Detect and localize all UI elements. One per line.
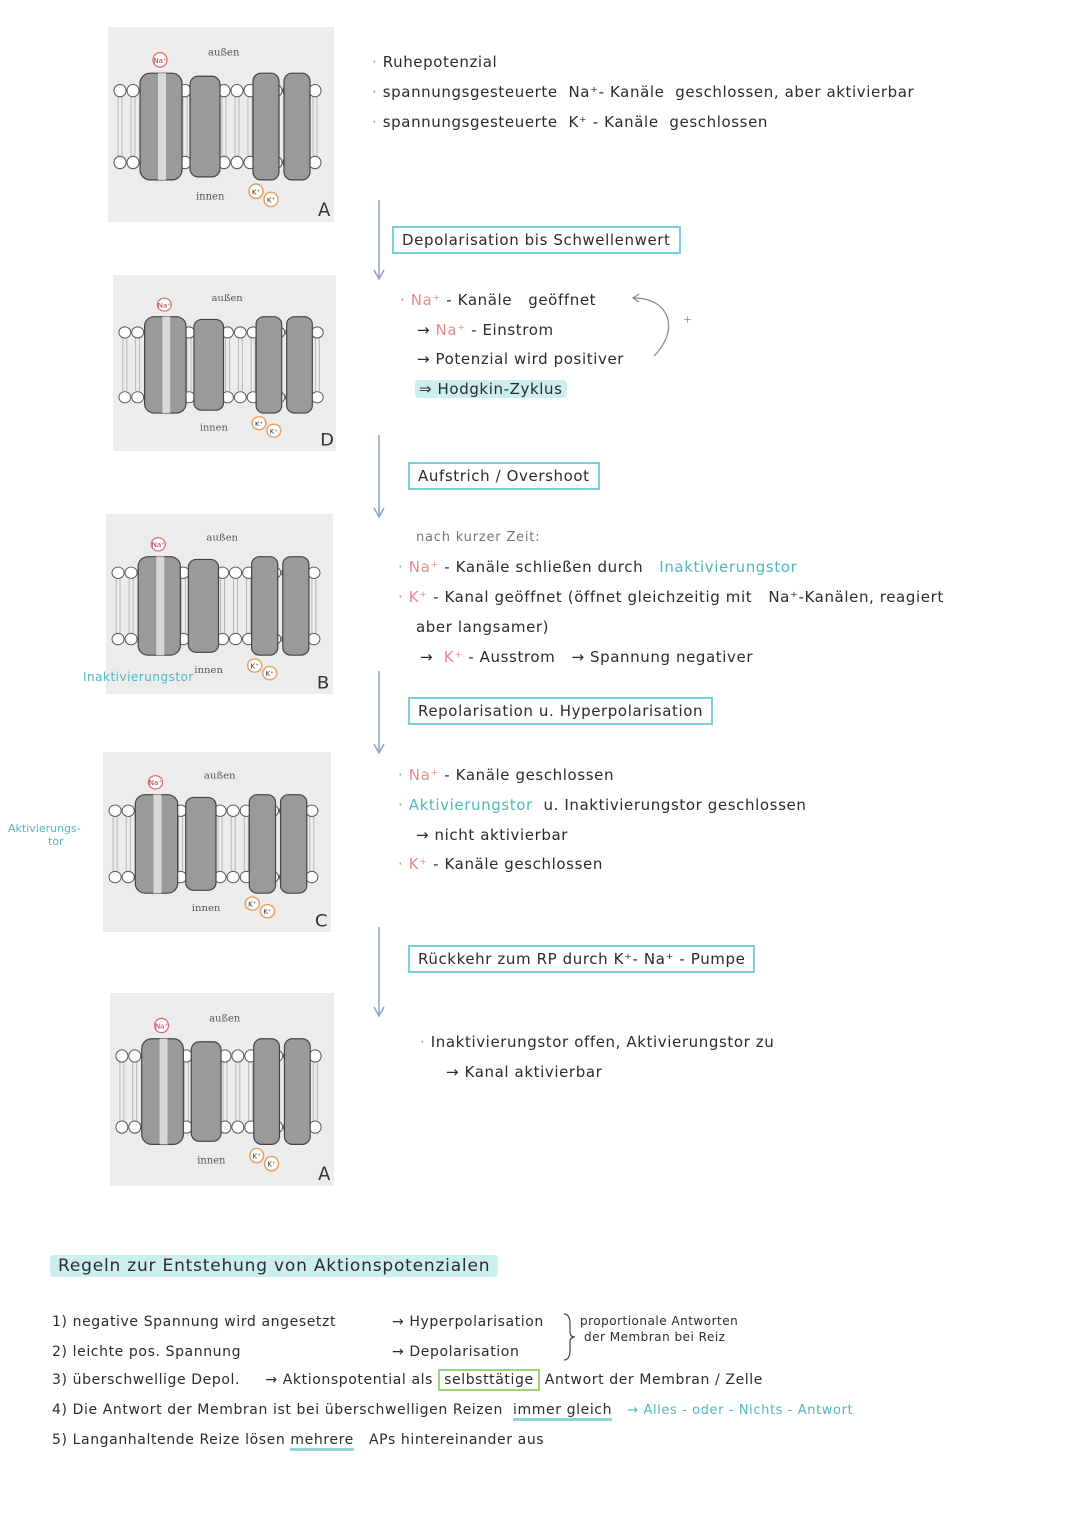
- s5-line2: → Kanal aktivierbar: [446, 1063, 603, 1081]
- inactivation-gate-label: Inaktivierungstor: [83, 670, 194, 684]
- membrane-panel-b: [106, 514, 333, 694]
- rule-1a: 1) negative Spannung wird angesetzt: [52, 1314, 337, 1330]
- s3-line2: · K⁺ - Kanal geöffnet (öffnet gleichzeitig mit Na⁺-Kanälen, reagiert: [398, 588, 944, 606]
- membrane-panel-c: [103, 752, 331, 932]
- svg-text:K⁺: K⁺: [269, 427, 278, 436]
- s3-line0: nach kurzer Zeit:: [416, 530, 541, 545]
- svg-text:K⁺: K⁺: [250, 662, 259, 671]
- flow-arrow-3: [372, 671, 386, 756]
- feedback-plus: +: [683, 313, 693, 326]
- svg-text:innen: innen: [196, 191, 225, 203]
- s4-line3: → nicht aktivierbar: [416, 826, 569, 844]
- rule-3: 3) überschwellige Depol. → Aktionspotential als selbsttätige Antwort der Membran / Zelle: [52, 1372, 763, 1388]
- svg-text:außen: außen: [211, 293, 243, 304]
- rule-4: 4) Die Antwort der Membran ist bei überschwelligen Reizen immer gleich → Alles - oder - Nichts - Antwort: [52, 1402, 853, 1418]
- svg-text:K⁺: K⁺: [266, 195, 276, 205]
- svg-text:Na⁺: Na⁺: [157, 301, 171, 310]
- svg-text:D: D: [320, 430, 334, 451]
- svg-text:K⁺: K⁺: [254, 420, 264, 428]
- svg-text:außen: außen: [203, 770, 236, 782]
- svg-text:C: C: [314, 911, 328, 932]
- s3-line3: aber langsamer): [416, 618, 550, 636]
- feedback-loop: [630, 290, 680, 362]
- svg-text:K⁺: K⁺: [265, 670, 274, 678]
- box-return-rp: Rückkehr zum RP durch K⁺- Na⁺ - Pumpe: [408, 945, 755, 973]
- svg-text:außen: außen: [208, 47, 240, 59]
- svg-text:K⁺: K⁺: [251, 187, 261, 197]
- brace-text-1: proportionale Antworten: [580, 1314, 739, 1328]
- rules-title: Regeln zur Entstehung von Aktionspotenzialen: [50, 1256, 498, 1276]
- activation-gate-label-1: Aktivierungs-: [8, 822, 81, 835]
- svg-text:B: B: [316, 673, 330, 694]
- rule-2a: 2) leichte pos. Spannung: [52, 1344, 242, 1360]
- svg-text:innen: innen: [191, 903, 221, 915]
- s3-line4: → K⁺ - Ausstrom → Spannung negativer: [420, 648, 754, 666]
- svg-text:A: A: [318, 199, 331, 221]
- s1-line2: · spannungsgesteuerte Na⁺- Kanäle geschlossen, aber aktivierbar: [372, 83, 915, 101]
- svg-text:K⁺: K⁺: [263, 908, 272, 916]
- box-repolarisation: Repolarisation u. Hyperpolarisation: [408, 697, 713, 725]
- membrane-panel-d: [113, 275, 336, 451]
- s5-line1: · Inaktivierungstor offen, Aktivierungstor zu: [420, 1033, 775, 1051]
- svg-text:Na⁺: Na⁺: [154, 1021, 169, 1031]
- s4-line2: · Aktivierungstor u. Inaktivierungstor geschlossen: [398, 796, 807, 814]
- svg-text:K⁺: K⁺: [248, 900, 257, 909]
- svg-text:A: A: [318, 1163, 331, 1185]
- flow-arrow-2: [372, 435, 386, 520]
- s1-line1: · Ruhepotenzial: [372, 53, 498, 71]
- rules-brace: [562, 1312, 576, 1362]
- svg-text:Na⁺: Na⁺: [151, 541, 165, 550]
- membrane-diagram: [106, 514, 333, 694]
- svg-text:außen: außen: [206, 532, 238, 544]
- s1-line3: · spannungsgesteuerte K⁺ - Kanäle geschlossen: [372, 113, 769, 131]
- s3-line1: · Na⁺ - Kanäle schließen durch Inaktivierungstor: [398, 558, 798, 576]
- svg-text:K⁺: K⁺: [267, 1159, 276, 1169]
- brace-text-2: der Membran bei Reiz: [584, 1330, 726, 1344]
- membrane-panel-a2: [110, 993, 334, 1186]
- svg-text:Na⁺: Na⁺: [148, 779, 163, 788]
- membrane-diagram: [113, 275, 336, 451]
- flow-arrow-1: [372, 200, 386, 282]
- s2-line3: → Potenzial wird positiver: [417, 350, 625, 368]
- membrane-diagram: [110, 993, 334, 1186]
- svg-text:innen: innen: [199, 422, 228, 434]
- activation-gate-label-2: tor: [48, 835, 64, 848]
- membrane-panel-a1: [108, 27, 334, 222]
- box-overshoot: Aufstrich / Overshoot: [408, 462, 600, 490]
- s2-line1: · Na⁺ - Kanäle geöffnet: [400, 291, 597, 309]
- rule-2b: → Depolarisation: [392, 1344, 520, 1360]
- box-depolarisation: Depolarisation bis Schwellenwert: [392, 226, 681, 254]
- svg-text:außen: außen: [209, 1013, 241, 1025]
- svg-text:K⁺: K⁺: [252, 1151, 261, 1161]
- svg-text:innen: innen: [197, 1155, 226, 1167]
- s2-line4: ⇒ Hodgkin-Zyklus: [415, 380, 567, 398]
- membrane-diagram: [103, 752, 331, 932]
- rule-1b: → Hyperpolarisation: [392, 1314, 544, 1330]
- svg-text:innen: innen: [194, 665, 223, 677]
- rule-5: 5) Langanhaltende Reize lösen mehrere APs hintereinander aus: [52, 1432, 544, 1448]
- s4-line4: · K⁺ - Kanäle geschlossen: [398, 855, 603, 873]
- s4-line1: · Na⁺ - Kanäle geschlossen: [398, 766, 615, 784]
- svg-text:Na⁺: Na⁺: [153, 55, 167, 65]
- s2-line2: → Na⁺ - Einstrom: [417, 321, 554, 339]
- flow-arrow-4: [372, 927, 386, 1019]
- membrane-diagram: [108, 27, 334, 222]
